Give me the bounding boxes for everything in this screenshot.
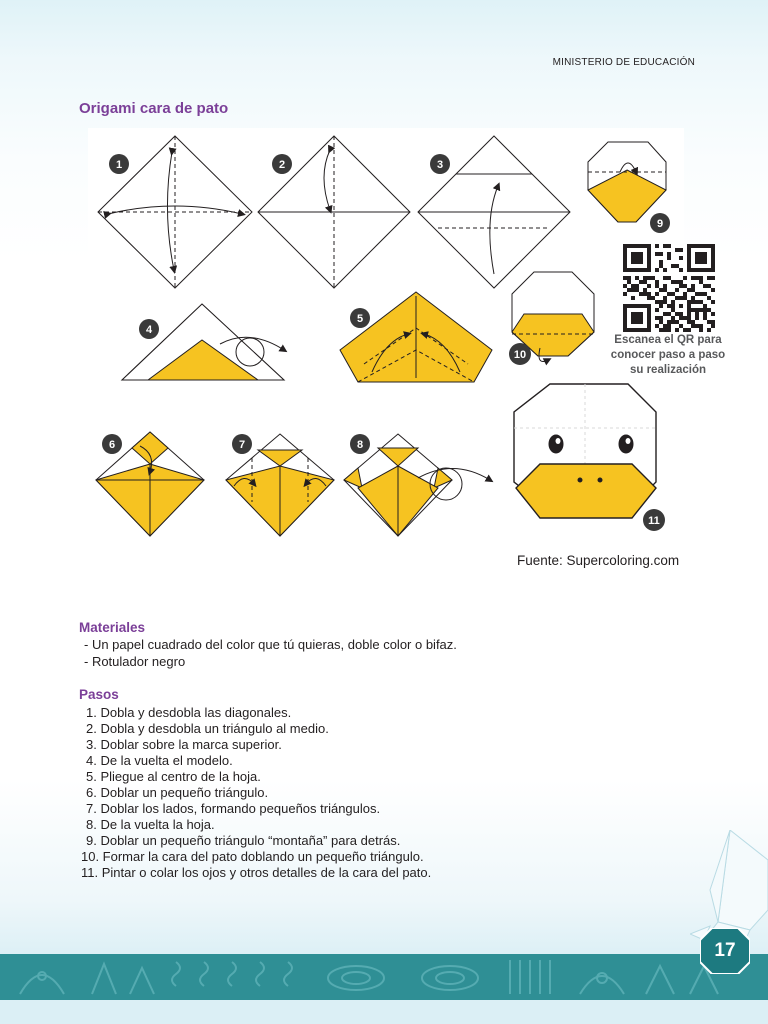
list-item: 9. Doblar un pequeño triángulo “montaña” para detrás.: [86, 833, 401, 848]
step-badge-1: [109, 154, 129, 174]
step-badge-11: [643, 509, 665, 531]
step-11-duck-face: [514, 384, 656, 518]
qr-caption-line: Escanea el QR para: [614, 334, 722, 346]
list-item: 7. Doblar los lados, formando pequeños triángulos.: [86, 801, 381, 816]
footer-pattern-band: [0, 954, 768, 1000]
qr-code[interactable]: [623, 244, 715, 332]
svg-text:8: 8: [356, 439, 364, 451]
step-badge-8: [350, 434, 370, 454]
list-item: 3. Doblar sobre la marca superior.: [86, 737, 282, 752]
svg-text:7: 7: [238, 439, 246, 451]
image-source: Fuente: Supercoloring.com: [517, 553, 680, 568]
step-badge-5: [350, 308, 370, 328]
step-badge-7: [232, 434, 252, 454]
materials-list: [84, 637, 457, 670]
list-item: 1. Dobla y desdobla las diagonales.: [86, 705, 292, 720]
list-item: 2. Dobla y desdobla un triángulo al medio.: [86, 721, 329, 736]
svg-text:11: 11: [648, 515, 660, 527]
svg-text:2: 2: [278, 159, 286, 171]
qr-caption-line: conocer paso a paso: [610, 349, 726, 361]
list-item: 10. Formar la cara del pato doblando un pequeño triángulo.: [81, 849, 424, 864]
svg-text:4: 4: [145, 324, 153, 336]
page-title: Origami cara de pato: [79, 100, 229, 117]
svg-text:5: 5: [356, 313, 364, 325]
ministry-header: MINISTERIO DE EDUCACIÓN: [552, 57, 695, 68]
page-number-badge: [700, 928, 750, 974]
step-9-figure: [588, 142, 666, 222]
origami-diagram: [88, 128, 684, 548]
list-item: 6. Doblar un pequeño triángulo.: [86, 785, 269, 800]
step-5-figure: [340, 292, 492, 382]
steps-heading: Pasos: [79, 687, 119, 702]
qr-code-pattern: [623, 244, 715, 332]
steps-list: [81, 705, 432, 881]
qr-caption: [598, 333, 738, 378]
svg-text:3: 3: [436, 159, 444, 171]
list-item: 5. Pliegue al centro de la hoja.: [86, 769, 261, 784]
list-item: 4. De la vuelta el modelo.: [86, 753, 233, 768]
materials-heading: Materiales: [79, 620, 146, 635]
svg-text:9: 9: [656, 218, 664, 230]
step-badge-9: [650, 213, 670, 233]
step-badge-4: [139, 319, 159, 339]
svg-text:6: 6: [108, 439, 116, 451]
origami-steps-illustration: [88, 128, 684, 548]
step-badge-3: [430, 154, 450, 174]
list-item: 8. De la vuelta la hoja.: [86, 817, 215, 832]
svg-text:10: 10: [513, 349, 527, 361]
step-badge-10: [509, 343, 531, 365]
step-4-figure: [122, 304, 284, 380]
page-number: 17: [714, 940, 736, 961]
step-badge-6: [102, 434, 122, 454]
list-item: 11. Pintar o colar los ojos y otros detalles de la cara del pato.: [81, 865, 432, 880]
svg-text:1: 1: [115, 159, 123, 171]
footer-ornament-pattern: [0, 954, 768, 1000]
list-item: - Un papel cuadrado del color que tú quieras, doble color o bifaz.: [84, 637, 457, 652]
list-item: - Rotulador negro: [84, 653, 186, 669]
step-badge-2: [272, 154, 292, 174]
qr-caption-line: su realización: [629, 364, 707, 376]
